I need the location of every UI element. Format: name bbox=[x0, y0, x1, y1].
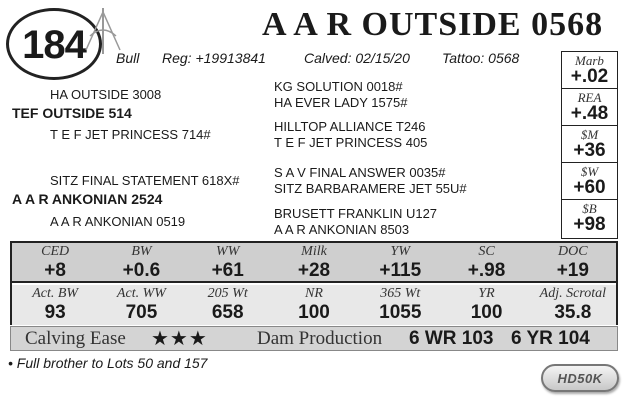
grid-cell-sc bbox=[443, 243, 529, 281]
grid-label: Adj. Scrotal bbox=[539, 286, 607, 301]
grid-label: CED bbox=[41, 244, 70, 259]
carcass-epd-column bbox=[561, 51, 618, 239]
grid-label: SC bbox=[478, 244, 495, 259]
grid-cell-365-wt bbox=[357, 285, 443, 325]
epd-value: +.48 bbox=[570, 103, 609, 124]
epd-value: +60 bbox=[573, 177, 606, 198]
pedigree-ss-sire: KG SOLUTION 0018# bbox=[274, 79, 403, 94]
grid-cell-ww bbox=[185, 243, 271, 281]
pedigree-dd-dam: A A R ANKONIAN 8503 bbox=[274, 222, 410, 237]
pedigree-sire-sire: HA OUTSIDE 3008 bbox=[50, 87, 162, 102]
grid-cell-yw bbox=[357, 243, 443, 281]
grid-label: 365 Wt bbox=[380, 286, 421, 301]
grid-cell-ced bbox=[12, 243, 98, 281]
dam-production-weaning: 6 WR 103 bbox=[409, 328, 494, 349]
epd-value: +98 bbox=[573, 214, 606, 235]
ranch-logo-icon bbox=[80, 6, 126, 56]
grid-label: YW bbox=[390, 244, 410, 259]
dam-production-yearling: 6 YR 104 bbox=[511, 328, 590, 349]
hd50k-badge bbox=[541, 364, 619, 392]
hd50k-label: HD50K bbox=[557, 371, 603, 386]
calving-ease-stars-icon: ★★★ bbox=[151, 328, 208, 350]
pedigree-ds-dam: SITZ BARBARAMERE JET 55U# bbox=[274, 181, 467, 196]
epd-row bbox=[12, 243, 616, 283]
animal-type: Bull bbox=[116, 50, 140, 66]
grid-label: Act. WW bbox=[116, 286, 166, 301]
epd-rea bbox=[562, 89, 617, 126]
grid-cell-205-wt bbox=[185, 285, 271, 325]
grid-value: 1055 bbox=[379, 302, 422, 323]
pedigree-dam-dam: A A R ANKONIAN 0519 bbox=[50, 214, 186, 229]
epd-label: $M bbox=[580, 127, 599, 142]
epd-dollar-w bbox=[562, 163, 617, 200]
grid-label: Act. BW bbox=[32, 286, 79, 301]
grid-value: +115 bbox=[379, 260, 422, 281]
grid-cell-act-ww bbox=[98, 285, 184, 325]
calving-dam-bar bbox=[10, 326, 618, 351]
grid-cell-adj-scrotal bbox=[530, 285, 616, 325]
grid-cell-act-bw bbox=[12, 285, 98, 325]
grid-value: +.98 bbox=[467, 260, 506, 281]
grid-label: YR bbox=[478, 286, 495, 301]
pedigree-ss-dam: HA EVER LADY 1575# bbox=[274, 95, 408, 110]
pedigree-sire: TEF OUTSIDE 514 bbox=[12, 105, 132, 121]
pedigree-sd-dam: T E F JET PRINCESS 405 bbox=[274, 135, 428, 150]
grid-value: +28 bbox=[297, 260, 331, 281]
grid-label: BW bbox=[131, 244, 152, 259]
grid-label: NR bbox=[305, 286, 323, 301]
footnote: • Full brother to Lots 50 and 157 bbox=[8, 355, 208, 371]
epd-label: Marb bbox=[575, 53, 604, 68]
grid-label: 205 Wt bbox=[207, 286, 248, 301]
grid-cell-yr bbox=[443, 285, 529, 325]
grid-value: +61 bbox=[211, 260, 244, 281]
epd-marb bbox=[562, 52, 617, 89]
pedigree-dam-sire: SITZ FINAL STATEMENT 618X# bbox=[50, 173, 240, 188]
pedigree-dam: A A R ANKONIAN 2524 bbox=[12, 191, 163, 207]
grid-cell-doc bbox=[530, 243, 616, 281]
calving-ease-label: Calving Ease bbox=[25, 328, 126, 349]
grid-cell-nr bbox=[271, 285, 357, 325]
calved-date: Calved: 02/15/20 bbox=[304, 50, 410, 66]
grid-value: 100 bbox=[470, 302, 503, 323]
epd-value: +36 bbox=[573, 140, 606, 161]
bull-name: A A R OUTSIDE 0568 bbox=[262, 6, 604, 43]
actuals-row bbox=[12, 285, 616, 325]
tattoo: Tattoo: 0568 bbox=[442, 50, 520, 66]
grid-label: Milk bbox=[301, 244, 327, 259]
grid-value: 35.8 bbox=[554, 302, 592, 323]
epd-label: $B bbox=[582, 201, 597, 216]
grid-value: +19 bbox=[556, 260, 589, 281]
grid-value: 658 bbox=[211, 302, 244, 323]
grid-value: 93 bbox=[44, 302, 66, 323]
grid-value: 705 bbox=[125, 302, 158, 323]
grid-value: 100 bbox=[298, 302, 330, 323]
epd-label: $W bbox=[580, 164, 599, 179]
pedigree-sire-dam: T E F JET PRINCESS 714# bbox=[50, 127, 211, 142]
lot-number: 184 bbox=[22, 23, 86, 67]
grid-value: +0.6 bbox=[122, 260, 161, 281]
grid-cell-bw bbox=[98, 243, 184, 281]
grid-value: +8 bbox=[44, 260, 66, 281]
epd-dollar-b bbox=[562, 200, 617, 237]
grid-label: DOC bbox=[558, 244, 588, 259]
pedigree-dd-sire: BRUSETT FRANKLIN U127 bbox=[274, 206, 438, 221]
epd-label: REA bbox=[577, 90, 602, 105]
grid-cell-milk bbox=[271, 243, 357, 281]
performance-grid bbox=[10, 241, 618, 325]
dam-production-label: Dam Production bbox=[257, 328, 383, 349]
pedigree-sd-sire: HILLTOP ALLIANCE T246 bbox=[274, 119, 426, 134]
registration-number: Reg: +19913841 bbox=[162, 50, 266, 66]
grid-label: WW bbox=[216, 244, 240, 259]
epd-dollar-m bbox=[562, 126, 617, 163]
pedigree-ds-sire: S A V FINAL ANSWER 0035# bbox=[274, 165, 446, 180]
epd-value: +.02 bbox=[570, 66, 609, 87]
